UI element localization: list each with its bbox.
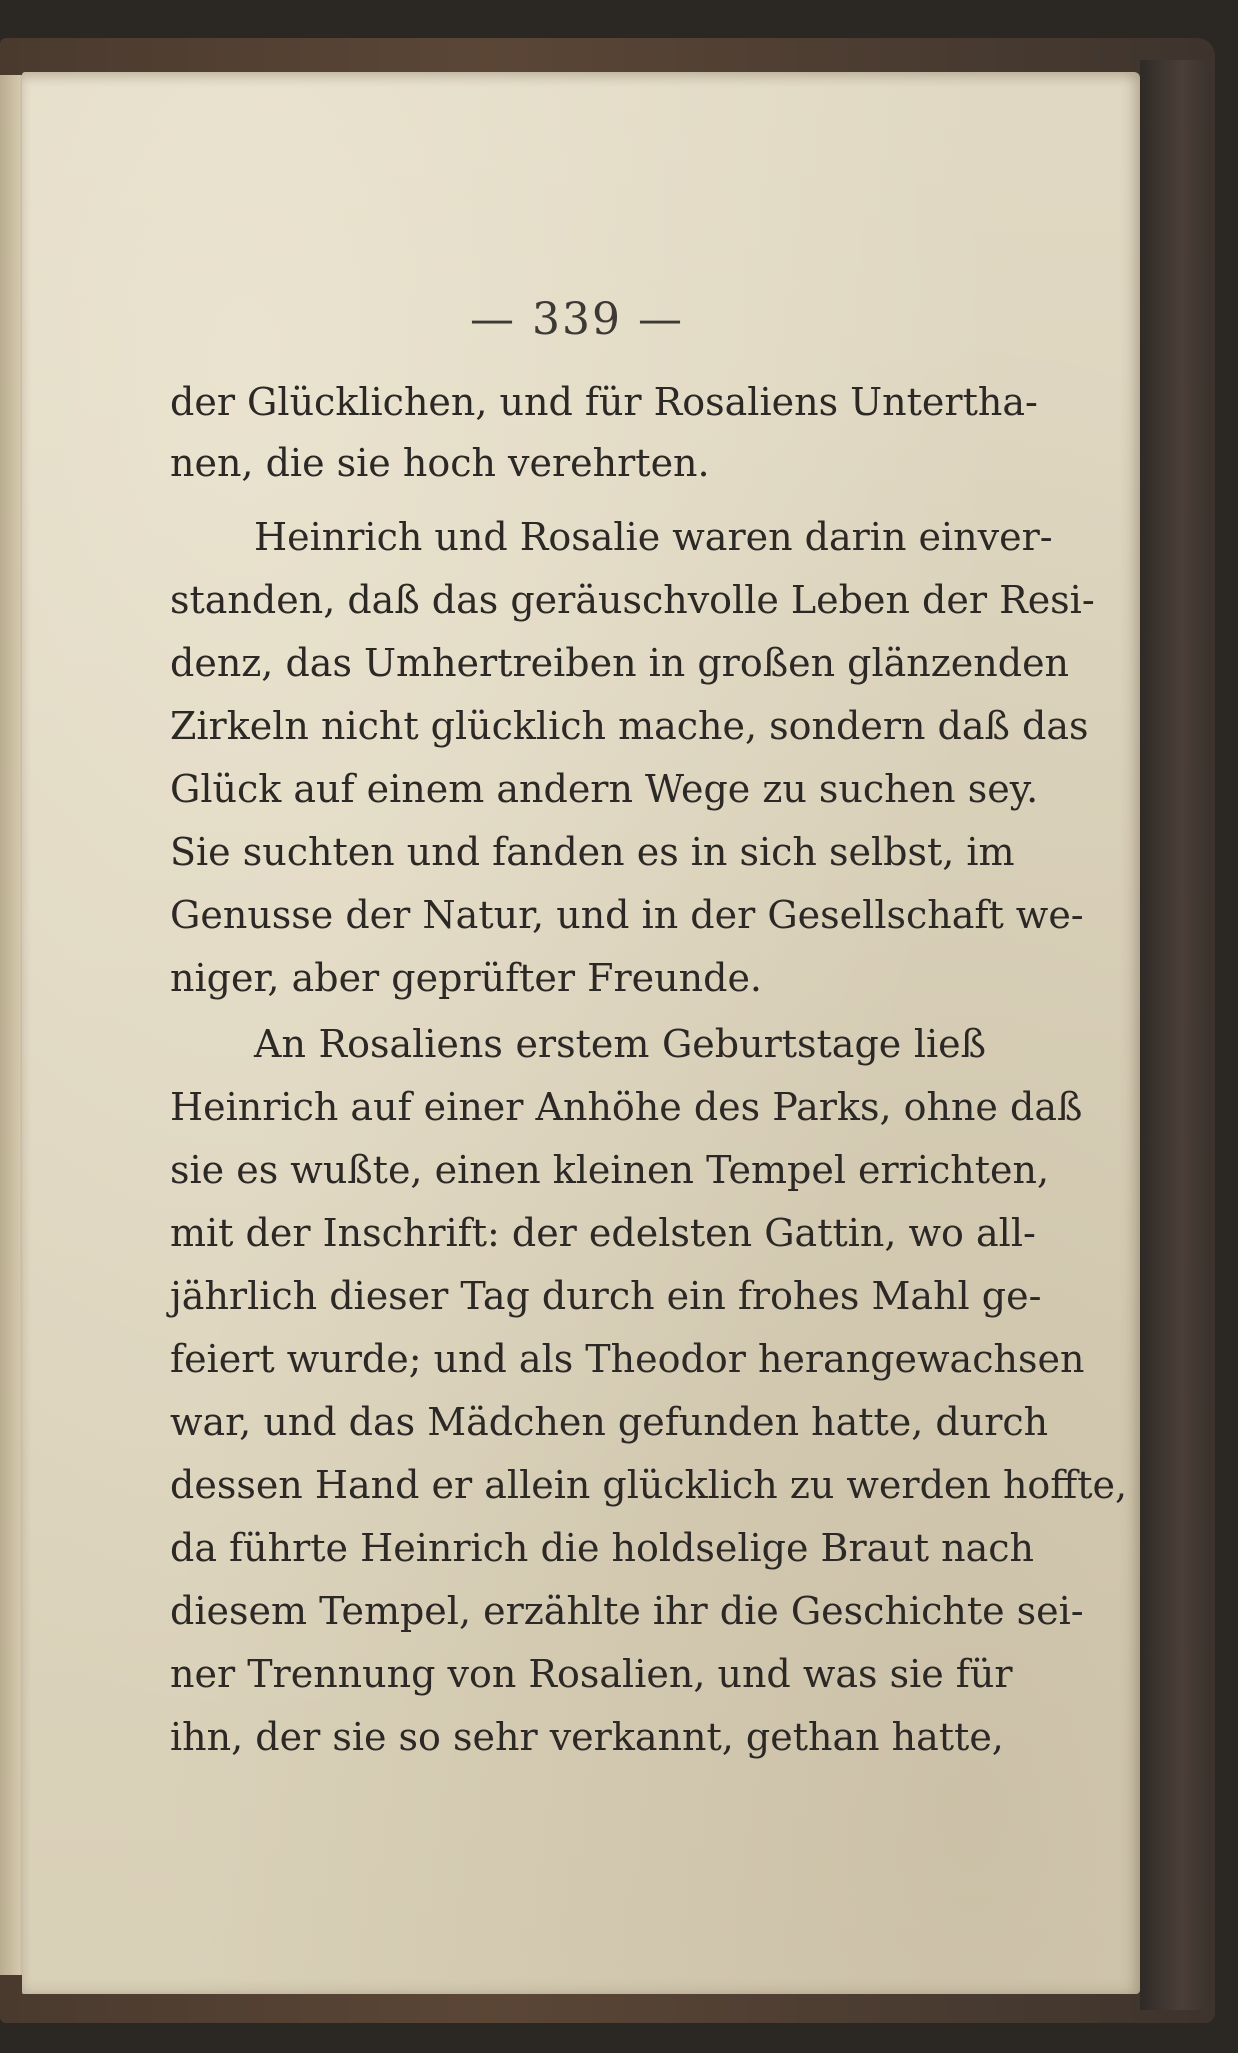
text-line: ihn, der sie so sehr verkannt, gethan hatte,: [170, 1715, 1004, 1759]
text-line: Sie suchten und fanden es in sich selbst, im: [170, 830, 1015, 874]
book-edge: [1140, 60, 1210, 2010]
text-line: Genusse der Natur, und in der Gesellschaft we-: [170, 893, 1084, 937]
text-line: Glück auf einem andern Wege zu suchen sey.: [170, 767, 1039, 811]
text-line: ner Trennung von Rosalien, und was sie für: [170, 1652, 1013, 1696]
text-line: feiert wurde; und als Theodor herangewachsen: [170, 1337, 1085, 1381]
text-line: An Rosaliens erstem Geburtstage ließ: [254, 1022, 986, 1066]
text-line: nen, die sie hoch verehrten.: [170, 441, 710, 485]
page-number: — 339 —: [470, 294, 684, 345]
text-line: niger, aber geprüfter Freunde.: [170, 956, 763, 1000]
text-line: mit der Inschrift: der edelsten Gattin, wo all-: [170, 1211, 1036, 1255]
text-line: jährlich dieser Tag durch ein frohes Mahl ge-: [170, 1274, 1042, 1318]
text-line: dessen Hand er allein glücklich zu werden hoffte,: [170, 1463, 1128, 1507]
text-line: Zirkeln nicht glücklich mache, sondern daß das: [170, 704, 1089, 748]
text-line: der Glücklichen, und für Rosaliens Untertha-: [170, 380, 1038, 424]
book-page: [22, 72, 1140, 1994]
text-line: sie es wußte, einen kleinen Tempel errichten,: [170, 1148, 1050, 1192]
text-line: war, und das Mädchen gefunden hatte, durch: [170, 1400, 1049, 1444]
text-line: Heinrich und Rosalie waren darin einver-: [254, 515, 1053, 559]
text-line: denz, das Umhertreiben in großen glänzenden: [170, 641, 1070, 685]
text-line: da führte Heinrich die holdselige Braut nach: [170, 1526, 1034, 1570]
text-line: standen, daß das geräuschvolle Leben der Resi-: [170, 578, 1095, 622]
text-line: diesem Tempel, erzählte ihr die Geschichte sei-: [170, 1589, 1084, 1633]
text-line: Heinrich auf einer Anhöhe des Parks, ohne daß: [170, 1085, 1083, 1129]
